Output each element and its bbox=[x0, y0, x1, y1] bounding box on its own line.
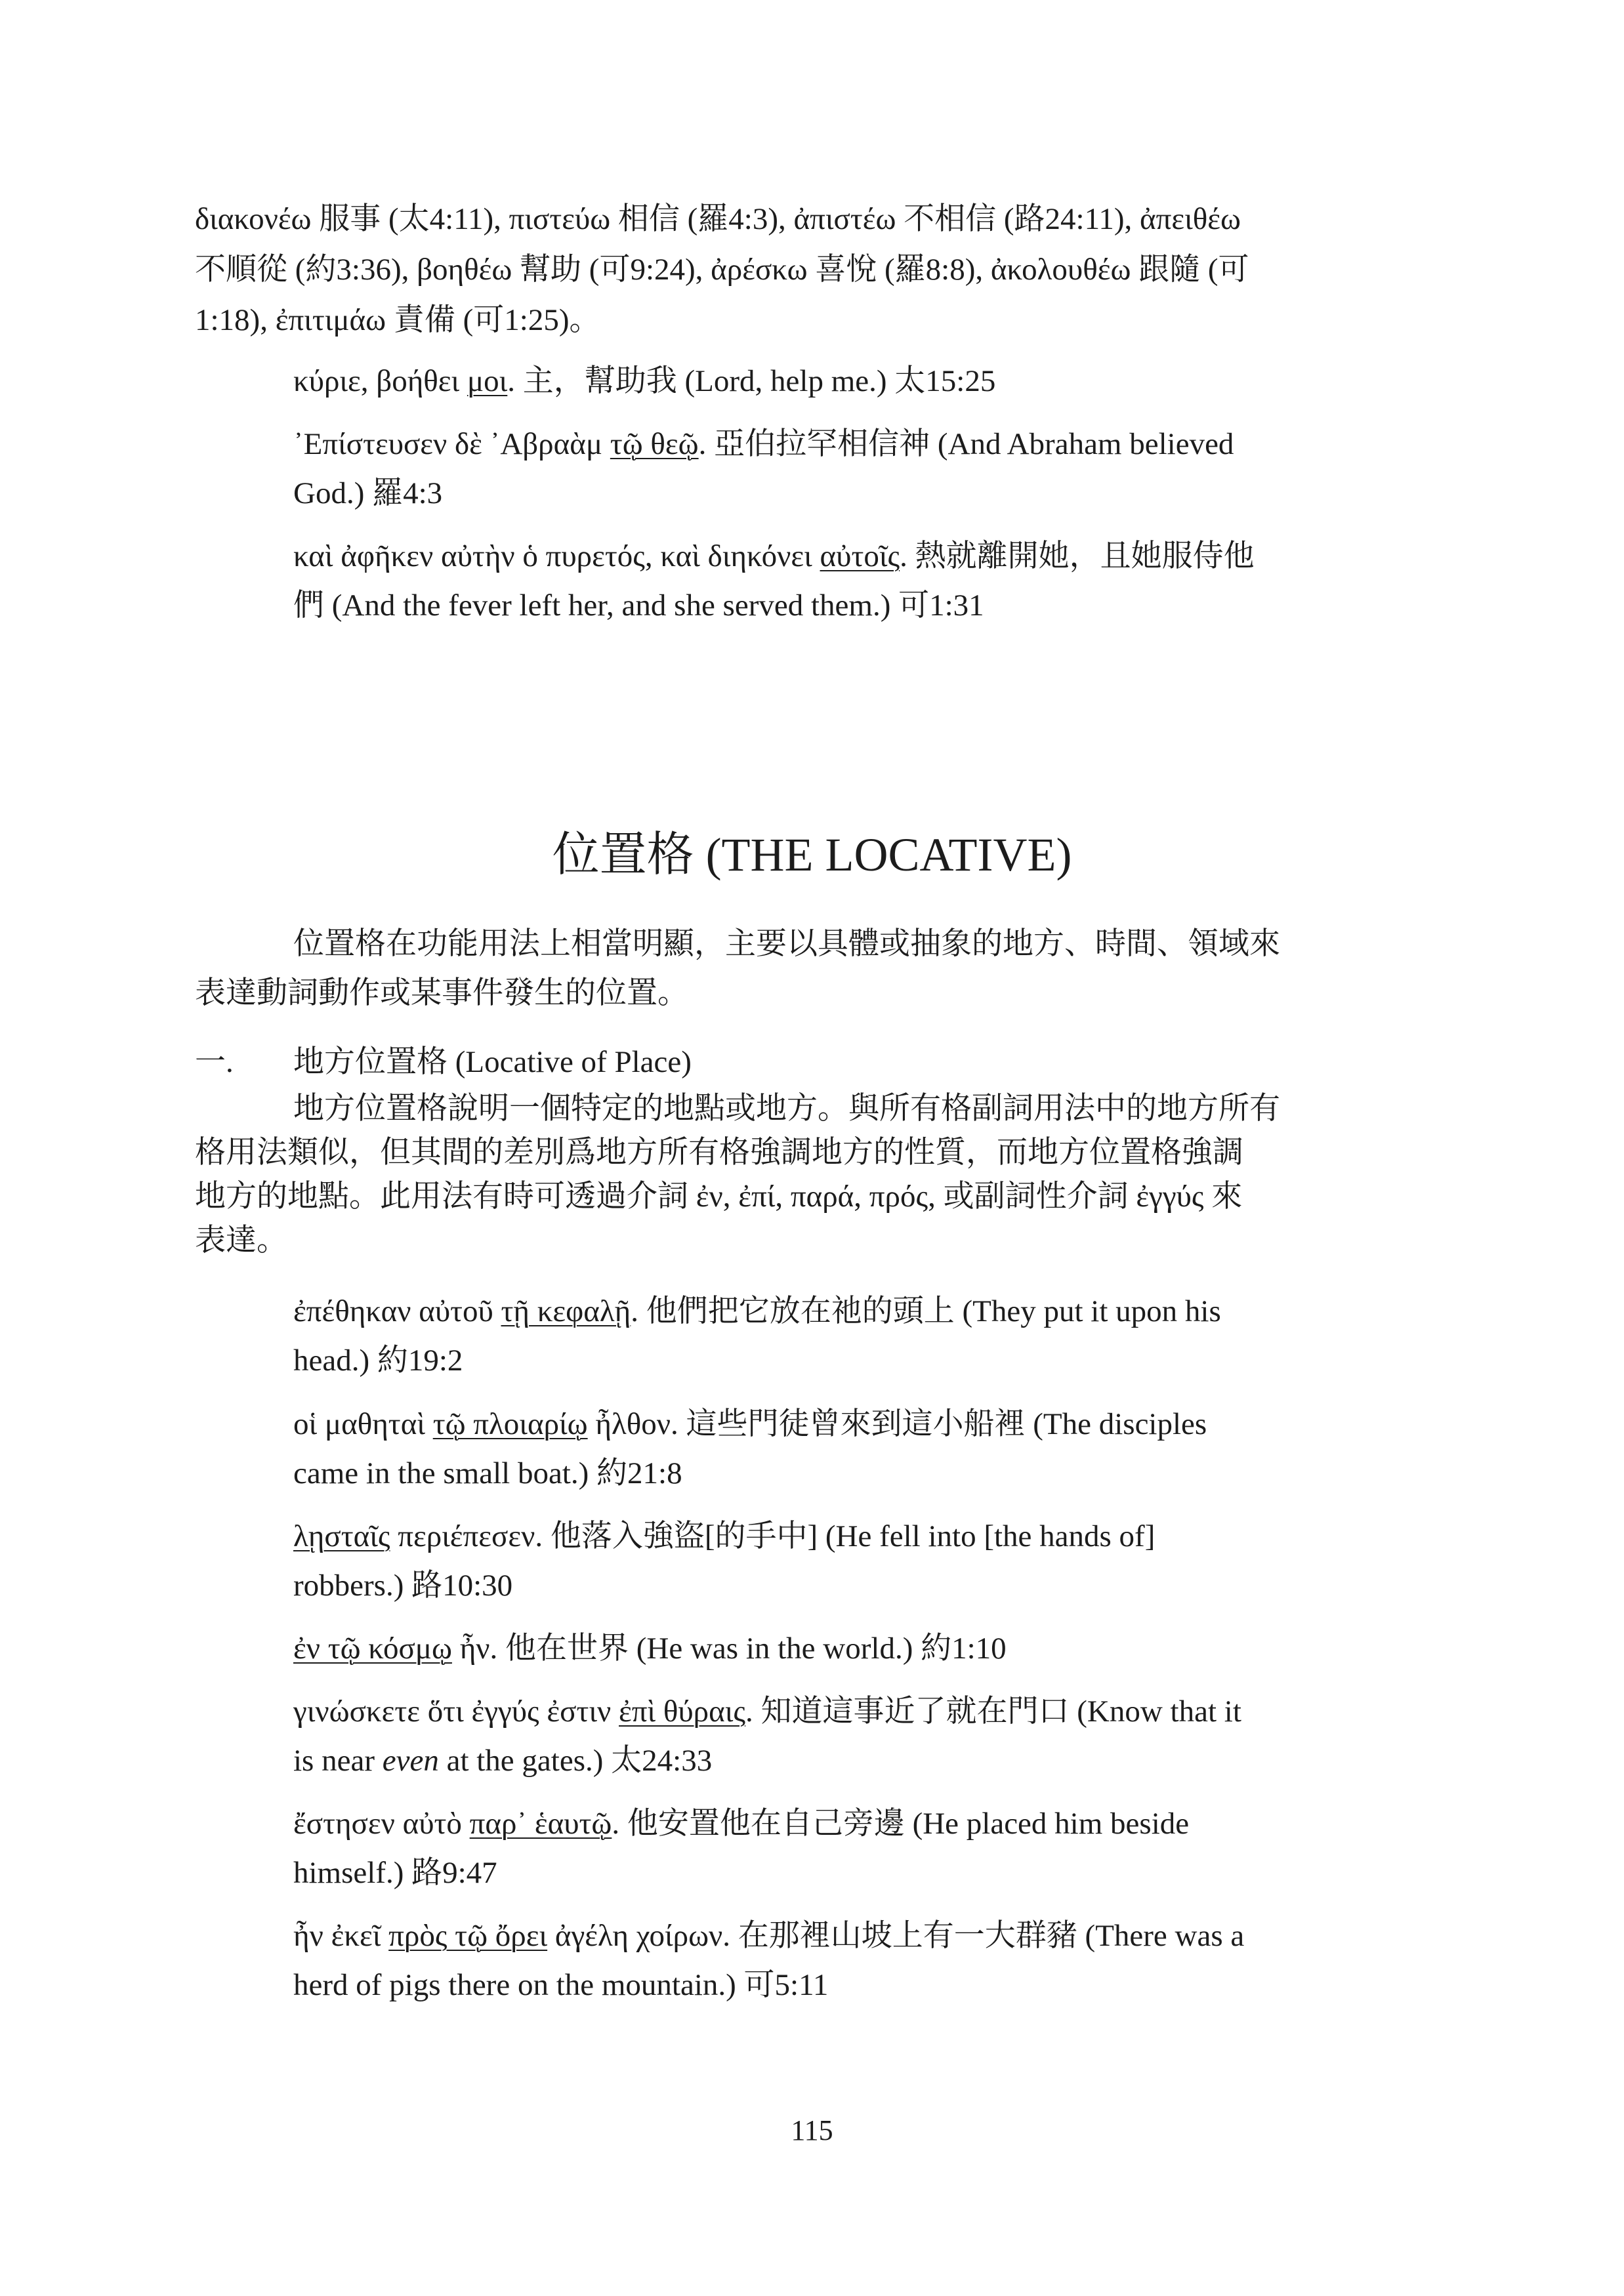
example-line: λῃσταῖς περιέπεσεν. 他落入強盜[的手中] (He fell into [the hands of] bbox=[293, 1519, 1156, 1553]
heading-label: 地方位置格 (Locative of Place) bbox=[293, 1045, 692, 1079]
intro-paragraph bbox=[195, 194, 1249, 346]
underlined-greek: τῷ θεῷ bbox=[610, 427, 699, 461]
example-line-2: 們 (And the fever left her, and she served them.) 可1:31 bbox=[293, 588, 984, 623]
place-example-7 bbox=[293, 1912, 1244, 2010]
example-line: κύριε, βοήθει μοι. 主，幫助我 (Lord, help me.) 太15:25 bbox=[293, 364, 996, 398]
example-line: ἔστησεν αὐτὸ παρ᾿ ἑαυτῷ. 他安置他在自己旁邊 (He placed him beside bbox=[293, 1807, 1190, 1841]
intro-line-3: 1:18), ἐπιτιμάω 責備 (可1:25)。 bbox=[195, 303, 600, 337]
example-2 bbox=[293, 420, 1234, 518]
intro-line-2: 不順從 (約3:36), βοηθέω 幫助 (可9:24), ἀρέσκω 喜悅 (羅8:8), ἀκολουθέω 跟隨 (可 bbox=[195, 253, 1249, 287]
example-line-2: is near even at the gates.) 太24:33 bbox=[293, 1744, 713, 1778]
example-line-2: head.) 約19:2 bbox=[293, 1343, 463, 1378]
underlined-greek: μοι bbox=[467, 364, 508, 398]
example-line: καὶ ἀφῆκεν αὐτὴν ὁ πυρετός, καὶ διηκόνει αὐτοῖς. 熱就離開她，且她服侍他 bbox=[293, 539, 1255, 573]
example-line: γινώσκετε ὅτι ἐγγύς ἐστιν ἐπὶ θύραις. 知道這事近了就在門口 (Know that it bbox=[293, 1694, 1241, 1729]
locative-intro bbox=[195, 920, 1280, 1018]
place-line-2: 格用法類似，但其間的差別爲地方所有格強調地方的性質，而地方位置格強調 bbox=[195, 1136, 1243, 1170]
underlined-greek: αὐτοῖς bbox=[820, 539, 900, 573]
example-line: ἦν ἐκεῖ πρὸς τῷ ὄρει ἀγέλη χοίρων. 在那裡山坡上有一大群豬 (There was a bbox=[293, 1919, 1245, 1953]
section-title: 位置格 (THE LOCATIVE) bbox=[552, 829, 1072, 881]
place-example-6 bbox=[293, 1799, 1189, 1898]
underlined-greek: πρὸς τῷ ὄρει bbox=[388, 1919, 548, 1953]
place-example-4 bbox=[293, 1624, 1007, 1673]
example-line: οἱ μαθηταὶ τῷ πλοιαρίῳ ἦλθον. 這些門徒曾來到這小船裡 (The disciples bbox=[293, 1407, 1207, 1441]
page-number: 115 bbox=[791, 2114, 833, 2146]
underlined-greek: τῷ πλοιαρίῳ bbox=[432, 1407, 588, 1441]
example-line-2: himself.) 路9:47 bbox=[293, 1856, 497, 1890]
example-1 bbox=[293, 357, 995, 406]
locative-intro-line-2: 表達動詞動作或某事件發生的位置。 bbox=[195, 976, 688, 1010]
heading-number: 一. bbox=[195, 1045, 234, 1079]
place-example-5 bbox=[293, 1687, 1241, 1786]
locative-intro-line-1: 位置格在功能用法上相當明顯，主要以具體或抽象的地方、時間、領域來 bbox=[293, 927, 1280, 961]
example-line-2: God.) 羅4:3 bbox=[293, 476, 443, 510]
underlined-greek: παρ᾿ ἑαυτῷ bbox=[469, 1807, 612, 1841]
example-line: ἐν τῷ κόσμῳ ἦν. 他在世界 (He was in the world.) 約1:10 bbox=[293, 1631, 1007, 1666]
example-3 bbox=[293, 532, 1255, 630]
example-line: ἐπέθηκαν αὐτοῦ τῇ κεφαλῇ. 他們把它放在祂的頭上 (They put it upon his bbox=[293, 1294, 1221, 1328]
place-line-3: 地方的地點。此用法有時可透過介詞 ἐν, ἐπί, παρά, πρός, 或副詞性介詞 ἐγγύς 來 bbox=[195, 1179, 1243, 1214]
example-line-2: herd of pigs there on the mountain.) 可5:11 bbox=[293, 1968, 829, 2002]
example-line-2: came in the small boat.) 約21:8 bbox=[293, 1456, 682, 1490]
place-example-1 bbox=[293, 1287, 1221, 1385]
emphasis-even: even bbox=[382, 1744, 439, 1778]
example-line: ᾿Επίστευσεν δὲ ᾿Αβραὰμ τῷ θεῷ. 亞伯拉罕相信神 (And Abraham believed bbox=[293, 427, 1234, 461]
heading-locative-of-place bbox=[195, 1038, 692, 1087]
place-line-1: 地方位置格說明一個特定的地點或地方。與所有格副詞用法中的地方所有 bbox=[293, 1092, 1280, 1126]
underlined-greek: λῃσταῖς bbox=[293, 1519, 390, 1553]
example-line-2: robbers.) 路10:30 bbox=[293, 1568, 513, 1603]
underlined-greek: ἐπὶ θύραις bbox=[619, 1694, 746, 1729]
underlined-greek: ἐν τῷ κόσμῳ bbox=[293, 1631, 452, 1666]
intro-line-1: διακονέω 服事 (太4:11), πιστεύω 相信 (羅4:3), ἀπιστέω 不相信 (路24:11), ἀπειθέω bbox=[195, 202, 1241, 236]
underlined-greek: τῇ κεφαλῇ bbox=[501, 1294, 631, 1328]
place-example-2 bbox=[293, 1400, 1207, 1498]
place-line-4: 表達。 bbox=[195, 1223, 287, 1258]
place-example-3 bbox=[293, 1512, 1155, 1610]
place-paragraph bbox=[195, 1087, 1280, 1263]
